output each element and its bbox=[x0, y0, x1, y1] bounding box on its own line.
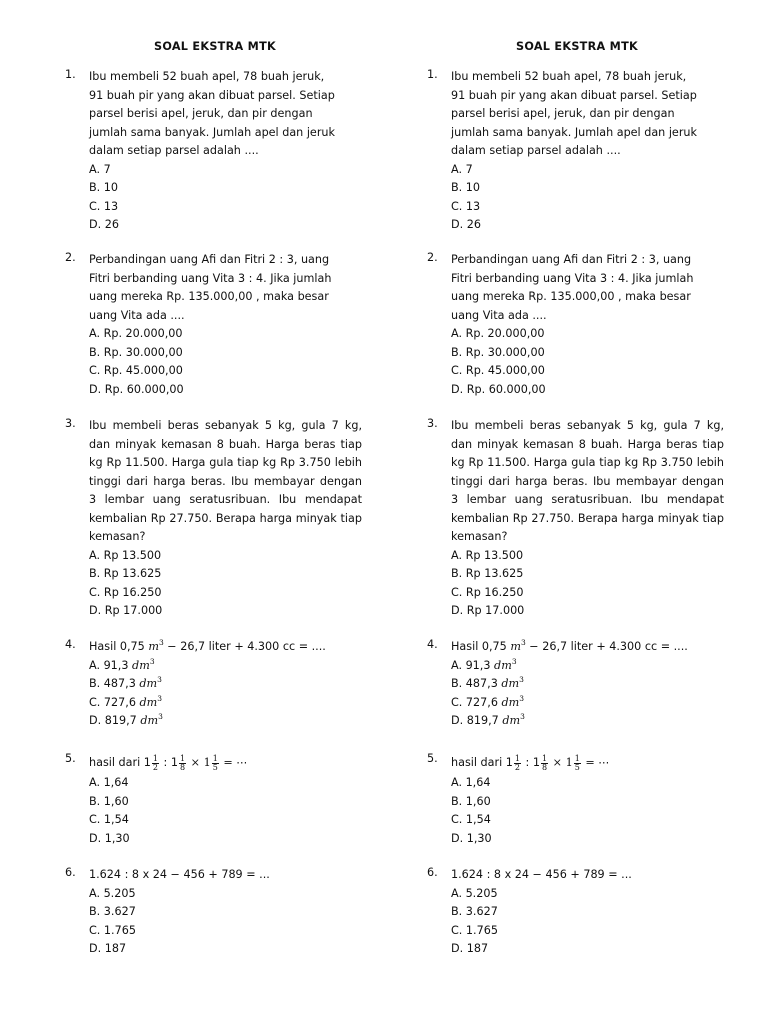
worksheet-title: SOAL EKSTRA MTK bbox=[515, 40, 639, 53]
answer-option[interactable] bbox=[89, 940, 362, 959]
stem-suffix: − 26,7 liter + 4.300 cc = .... bbox=[525, 640, 688, 653]
answer-option-label: B. 3.627 bbox=[451, 905, 498, 918]
stem-separator: : 1 bbox=[159, 756, 178, 769]
answer-option-label: A. Rp 13.500 bbox=[451, 548, 524, 562]
answer-option-label: C. 1.765 bbox=[451, 923, 498, 937]
right-column bbox=[427, 40, 727, 955]
answer-option-label: A. Rp. 20.000,00 bbox=[89, 327, 183, 340]
question-text-line: jumlah sama banyak. Jumlah apel dan jeruk bbox=[451, 125, 697, 139]
fraction-1 bbox=[152, 755, 159, 772]
question-1 bbox=[427, 68, 727, 235]
answer-option[interactable] bbox=[89, 830, 362, 849]
answer-option[interactable] bbox=[89, 657, 362, 676]
answer-option[interactable] bbox=[89, 774, 362, 793]
fraction-1-numerator: 1 bbox=[152, 753, 158, 763]
answer-unit-exponent: 3 bbox=[157, 693, 163, 703]
question-4 bbox=[65, 638, 365, 731]
answer-option[interactable] bbox=[451, 325, 724, 344]
answer-option-label: A. 91,3 bbox=[89, 658, 133, 672]
fraction-3-denominator: 5 bbox=[574, 762, 580, 772]
answer-option-label: A. 1,64 bbox=[89, 776, 129, 789]
fraction-1-denominator: 2 bbox=[514, 762, 520, 772]
question-text-line: parsel berisi apel, jeruk, dan pir dengan bbox=[89, 107, 313, 120]
fraction-2-numerator: 1 bbox=[179, 753, 186, 763]
answer-option-label: D. 26 bbox=[451, 218, 481, 231]
question-number: 6. bbox=[427, 866, 438, 879]
question-text-line: parsel berisi apel, jeruk, dan pir dengan bbox=[451, 107, 675, 120]
answer-option[interactable] bbox=[89, 584, 362, 603]
answer-option-label: C. Rp. 45.000,00 bbox=[451, 364, 545, 377]
answer-option-label: B. 1,60 bbox=[89, 794, 129, 808]
answer-option[interactable] bbox=[89, 694, 362, 713]
stem-suffix: − 26,7 liter + 4.300 cc = .... bbox=[163, 640, 326, 653]
question-3 bbox=[427, 417, 727, 621]
answer-option-label: A. 7 bbox=[451, 162, 473, 176]
worksheet-title: SOAL EKSTRA MTK bbox=[153, 40, 277, 53]
fraction-3 bbox=[574, 755, 581, 772]
answer-unit-exponent: 3 bbox=[158, 712, 163, 721]
answer-unit-exponent: 3 bbox=[149, 656, 155, 666]
stem-unit: m bbox=[148, 640, 159, 653]
question-text: Ibu membeli beras sebanyak 5 kg, gula 7 kg, dan minyak kemasan 8 buah. Harga beras tiap kg Rp 11.500. Harga gula tiap kg Rp 3.750 lebih tinggi dari harga beras. Ibu membayar dengan 3 lembar uang seratusribuan. Ibu mendapat kembalian Rp 27.750. Berapa harga minyak tiap kemasan? bbox=[89, 419, 362, 543]
answer-option[interactable] bbox=[451, 161, 724, 180]
question-number: 5. bbox=[65, 752, 76, 765]
stem-prefix: hasil dari 1 bbox=[451, 756, 513, 769]
answer-option[interactable] bbox=[451, 774, 724, 793]
question-text-line: uang Vita ada .... bbox=[89, 308, 185, 322]
question-body bbox=[451, 638, 724, 731]
answer-option[interactable] bbox=[451, 602, 724, 621]
answer-option[interactable] bbox=[451, 565, 724, 584]
answer-option[interactable] bbox=[451, 547, 724, 566]
answer-unit-exponent: 3 bbox=[157, 675, 162, 684]
question-text-line: dalam setiap parsel adalah .... bbox=[89, 144, 259, 157]
answer-option-label: D. 187 bbox=[89, 942, 127, 955]
answer-unit-exponent: 3 bbox=[519, 693, 525, 703]
question-text-line: dalam setiap parsel adalah .... bbox=[451, 144, 621, 157]
fraction-3 bbox=[212, 755, 219, 772]
answer-option[interactable] bbox=[451, 362, 724, 381]
answer-option[interactable] bbox=[451, 922, 724, 941]
question-text: 1.624 : 8 x 24 − 456 + 789 = ... bbox=[451, 868, 632, 881]
answer-option[interactable] bbox=[89, 712, 362, 731]
answer-option[interactable] bbox=[89, 922, 362, 941]
question-text-line: 91 buah pir yang akan dibuat parsel. Setiap bbox=[451, 88, 697, 102]
answer-option-label: D. Rp 17.000 bbox=[89, 604, 163, 617]
answer-unit: dm bbox=[132, 658, 150, 672]
question-body bbox=[89, 68, 362, 235]
question-5 bbox=[427, 752, 727, 848]
answer-option-label: B. 10 bbox=[451, 181, 481, 194]
question-text: 1.624 : 8 x 24 − 456 + 789 = ... bbox=[89, 868, 270, 881]
answer-option[interactable] bbox=[451, 940, 724, 959]
answer-option-label: C. 13 bbox=[451, 199, 481, 213]
answer-option-label: D. 26 bbox=[89, 218, 119, 231]
answer-option[interactable] bbox=[451, 811, 724, 830]
answer-option-label: B. 487,3 bbox=[89, 677, 140, 690]
answer-option-label: B. Rp. 30.000,00 bbox=[451, 345, 545, 359]
question-text-line: uang mereka Rp. 135.000,00 , maka besar bbox=[89, 290, 329, 303]
stem-unit: m bbox=[510, 640, 521, 653]
question-text bbox=[89, 638, 362, 657]
answer-unit-exponent: 3 bbox=[519, 675, 524, 684]
question-3 bbox=[65, 417, 365, 621]
answer-option[interactable] bbox=[89, 344, 362, 363]
stem-suffix: = ⋯ bbox=[581, 756, 610, 769]
question-body bbox=[89, 752, 362, 848]
answer-option-label: B. 10 bbox=[89, 181, 119, 194]
answer-unit: dm bbox=[140, 714, 159, 727]
answer-option[interactable] bbox=[451, 793, 724, 812]
answer-option-label: A. 7 bbox=[89, 162, 111, 176]
question-6 bbox=[65, 866, 365, 959]
answer-option[interactable] bbox=[451, 694, 724, 713]
answer-option-label: B. 3.627 bbox=[89, 905, 136, 918]
fraction-2 bbox=[541, 755, 548, 772]
question-text bbox=[89, 752, 362, 774]
question-body bbox=[451, 752, 724, 848]
answer-unit-exponent: 3 bbox=[511, 656, 517, 666]
question-text-line: uang Vita ada .... bbox=[451, 308, 547, 322]
answer-option-label: A. 5.205 bbox=[451, 886, 498, 900]
fraction-3-denominator: 5 bbox=[212, 762, 218, 772]
fraction-3-numerator: 1 bbox=[212, 753, 218, 763]
question-body bbox=[451, 417, 724, 621]
answer-option-label: A. 5.205 bbox=[89, 886, 136, 900]
answer-option[interactable] bbox=[89, 216, 362, 235]
fraction-1-denominator: 2 bbox=[152, 762, 158, 772]
question-number: 4. bbox=[427, 638, 438, 651]
answer-option[interactable] bbox=[89, 885, 362, 904]
fraction-2-denominator: 8 bbox=[179, 762, 186, 772]
answer-option-label: D. 187 bbox=[451, 942, 489, 955]
answer-option-label: C. 1.765 bbox=[89, 923, 136, 937]
answer-option[interactable] bbox=[89, 793, 362, 812]
stem-exponent: 3 bbox=[520, 638, 526, 647]
question-number: 1. bbox=[65, 68, 76, 81]
answer-option[interactable] bbox=[451, 381, 724, 400]
answer-option-label: D. Rp 17.000 bbox=[451, 604, 525, 617]
question-body bbox=[451, 866, 724, 959]
answer-option-label: D. 1,30 bbox=[451, 831, 492, 845]
question-number: 2. bbox=[65, 251, 76, 264]
question-body bbox=[89, 866, 362, 959]
answer-option[interactable] bbox=[89, 547, 362, 566]
answer-unit: dm bbox=[139, 677, 158, 690]
question-body bbox=[89, 417, 362, 621]
answer-option-label: C. Rp 16.250 bbox=[451, 585, 524, 599]
answer-option-label: B. 1,60 bbox=[451, 794, 491, 808]
stem-prefix: hasil dari 1 bbox=[89, 756, 151, 769]
answer-option[interactable] bbox=[89, 325, 362, 344]
answer-option[interactable] bbox=[451, 675, 724, 694]
answer-option[interactable] bbox=[451, 657, 724, 676]
answer-unit: dm bbox=[502, 714, 521, 727]
answer-option[interactable] bbox=[89, 161, 362, 180]
answer-option[interactable] bbox=[89, 381, 362, 400]
answer-option[interactable] bbox=[89, 675, 362, 694]
question-text: Ibu membeli beras sebanyak 5 kg, gula 7 kg, dan minyak kemasan 8 buah. Harga beras tiap kg Rp 11.500. Harga gula tiap kg Rp 3.750 lebih tinggi dari harga beras. Ibu membayar dengan 3 lembar uang seratusribuan. Ibu mendapat kembalian Rp 27.750. Berapa harga minyak tiap kemasan? bbox=[451, 419, 724, 543]
question-text-line: Fitri berbanding uang Vita 3 : 4. Jika jumlah bbox=[451, 271, 694, 285]
answer-option-label: C. 1,54 bbox=[451, 813, 491, 826]
answer-option-label: D. Rp. 60.000,00 bbox=[451, 382, 546, 396]
question-body bbox=[89, 638, 362, 731]
question-body bbox=[451, 251, 724, 399]
answer-option-label: B. 487,3 bbox=[451, 677, 502, 690]
answer-option[interactable] bbox=[451, 830, 724, 849]
answer-option[interactable] bbox=[89, 198, 362, 217]
answer-option[interactable] bbox=[451, 179, 724, 198]
question-text bbox=[451, 638, 724, 657]
question-number: 4. bbox=[65, 638, 76, 651]
left-column bbox=[65, 40, 365, 955]
answer-option-label: A. 1,64 bbox=[451, 776, 491, 789]
question-text-line: uang mereka Rp. 135.000,00 , maka besar bbox=[451, 290, 691, 303]
question-number: 1. bbox=[427, 68, 438, 81]
question-text bbox=[451, 752, 724, 774]
answer-option[interactable] bbox=[451, 903, 724, 922]
question-number: 3. bbox=[65, 417, 76, 430]
answer-option-label: D. 819,7 bbox=[89, 714, 141, 727]
answer-option-label: B. Rp 13.625 bbox=[451, 567, 524, 580]
answer-option[interactable] bbox=[89, 362, 362, 381]
question-1 bbox=[65, 68, 365, 235]
fraction-3-numerator: 1 bbox=[574, 753, 580, 763]
answer-option[interactable] bbox=[451, 712, 724, 731]
answer-option[interactable] bbox=[89, 811, 362, 830]
question-text-line: Ibu membeli 52 buah apel, 78 buah jeruk, bbox=[451, 70, 687, 83]
answer-unit: dm bbox=[501, 695, 520, 709]
answer-unit: dm bbox=[139, 695, 158, 709]
stem-prefix: Hasil 0,75 bbox=[451, 640, 511, 653]
answer-option-label: A. Rp 13.500 bbox=[89, 548, 162, 562]
stem-suffix: = ⋯ bbox=[219, 756, 248, 769]
stem-separator: × 1 bbox=[187, 756, 211, 769]
stem-separator: × 1 bbox=[549, 756, 573, 769]
fraction-2 bbox=[179, 755, 186, 772]
question-5 bbox=[65, 752, 365, 848]
question-number: 6. bbox=[65, 866, 76, 879]
stem-separator: : 1 bbox=[521, 756, 540, 769]
question-2 bbox=[427, 251, 727, 399]
answer-option[interactable] bbox=[451, 344, 724, 363]
answer-option[interactable] bbox=[89, 179, 362, 198]
question-text-line: Perbandingan uang Afi dan Fitri 2 : 3, uang bbox=[451, 253, 692, 266]
question-body bbox=[451, 68, 724, 235]
stem-exponent: 3 bbox=[158, 638, 164, 647]
question-text-line: Ibu membeli 52 buah apel, 78 buah jeruk, bbox=[89, 70, 325, 83]
question-2 bbox=[65, 251, 365, 399]
answer-option-label: C. Rp 16.250 bbox=[89, 585, 162, 599]
fraction-1-numerator: 1 bbox=[514, 753, 520, 763]
answer-option[interactable] bbox=[451, 885, 724, 904]
answer-unit: dm bbox=[501, 677, 520, 690]
answer-option[interactable] bbox=[89, 565, 362, 584]
answer-option-label: A. 91,3 bbox=[451, 658, 495, 672]
question-number: 5. bbox=[427, 752, 438, 765]
answer-option[interactable] bbox=[89, 602, 362, 621]
answer-option-label: C. 727,6 bbox=[451, 695, 502, 709]
answer-option-label: D. 1,30 bbox=[89, 831, 130, 845]
fraction-1 bbox=[514, 755, 521, 772]
answer-option-label: C. 1,54 bbox=[89, 813, 129, 826]
question-text-line: jumlah sama banyak. Jumlah apel dan jeruk bbox=[89, 125, 335, 139]
answer-option-label: A. Rp. 20.000,00 bbox=[451, 327, 545, 340]
question-number: 2. bbox=[427, 251, 438, 264]
fraction-2-denominator: 8 bbox=[541, 762, 548, 772]
fraction-2-numerator: 1 bbox=[541, 753, 548, 763]
question-text-line: 91 buah pir yang akan dibuat parsel. Setiap bbox=[89, 88, 335, 102]
answer-unit: dm bbox=[494, 658, 512, 672]
question-text-line: Perbandingan uang Afi dan Fitri 2 : 3, uang bbox=[89, 253, 330, 266]
answer-option[interactable] bbox=[451, 216, 724, 235]
stem-prefix: Hasil 0,75 bbox=[89, 640, 149, 653]
question-text-line: Fitri berbanding uang Vita 3 : 4. Jika jumlah bbox=[89, 271, 332, 285]
answer-unit-exponent: 3 bbox=[520, 712, 525, 721]
answer-option-label: C. Rp. 45.000,00 bbox=[89, 364, 183, 377]
answer-option[interactable] bbox=[451, 584, 724, 603]
answer-option-label: D. 819,7 bbox=[451, 714, 503, 727]
answer-option-label: C. 727,6 bbox=[89, 695, 140, 709]
answer-option[interactable] bbox=[451, 198, 724, 217]
answer-option-label: C. 13 bbox=[89, 199, 119, 213]
question-6 bbox=[427, 866, 727, 959]
answer-option[interactable] bbox=[89, 903, 362, 922]
answer-option-label: B. Rp 13.625 bbox=[89, 567, 162, 580]
answer-option-label: B. Rp. 30.000,00 bbox=[89, 345, 183, 359]
question-number: 3. bbox=[427, 417, 438, 430]
question-4 bbox=[427, 638, 727, 731]
answer-option-label: D. Rp. 60.000,00 bbox=[89, 382, 184, 396]
question-body bbox=[89, 251, 362, 399]
